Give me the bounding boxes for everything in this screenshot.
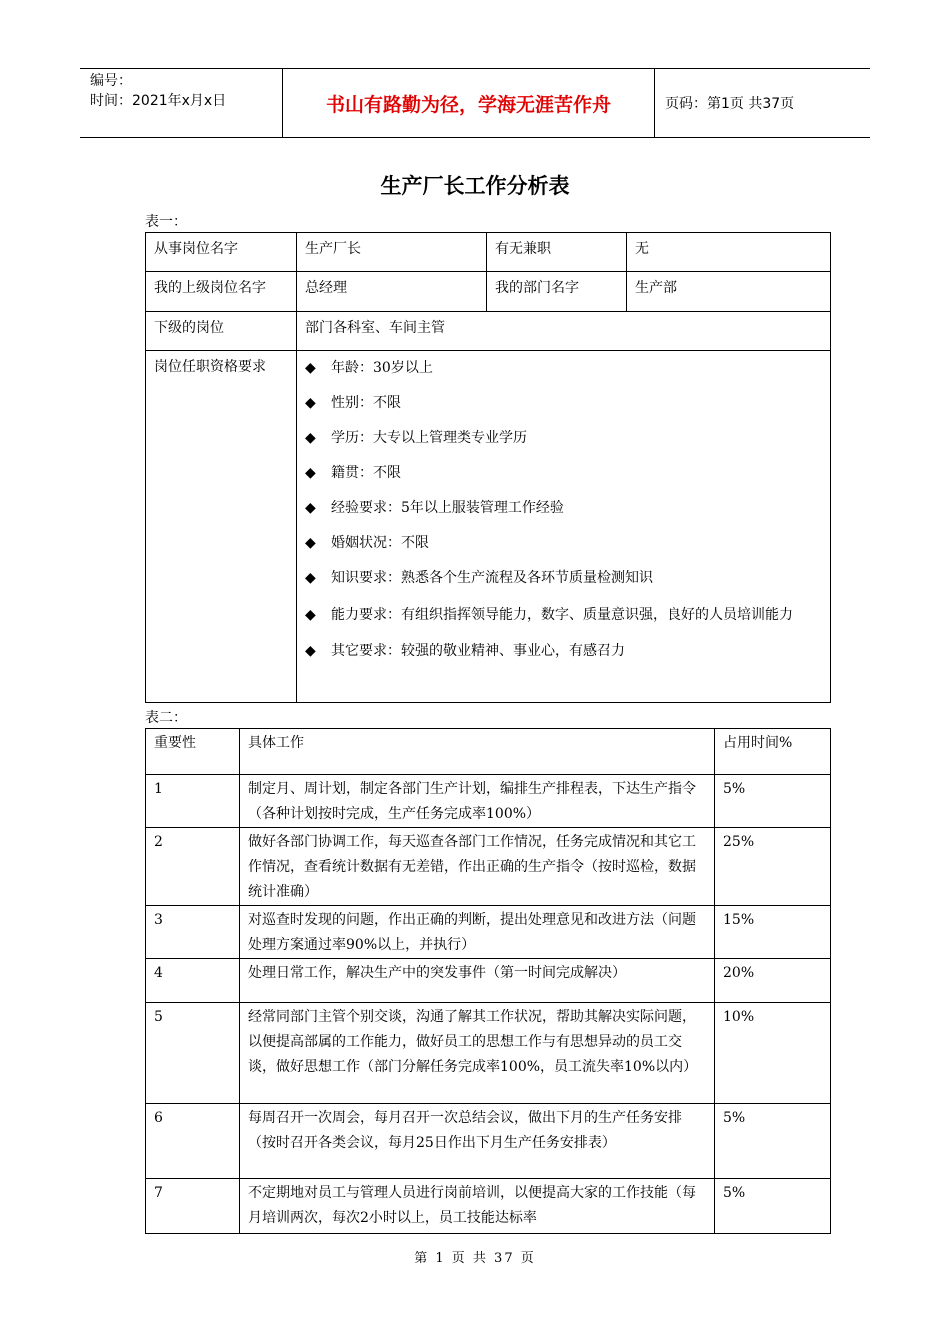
qualification-item: ◆ 知识要求：熟悉各个生产流程及各环节质量检测知识 xyxy=(297,561,830,596)
table-row xyxy=(146,959,831,1003)
subordinate-value: 部门各科室、车间主管 xyxy=(297,312,831,351)
qualification-item: ◆ 籍贯：不限 xyxy=(297,456,830,491)
rank-cell: 4 xyxy=(146,959,240,1003)
qualification-item: ◆ 年龄：30岁以上 xyxy=(297,351,830,386)
diamond-bullet-icon: ◆ xyxy=(305,360,316,376)
rank-cell: 3 xyxy=(146,906,240,959)
header-importance: 重要性 xyxy=(146,729,240,775)
dept-label: 我的部门名字 xyxy=(487,272,627,312)
date-label: 时间：2021年x月x日 xyxy=(90,93,227,109)
time-cell: 5% xyxy=(715,1104,831,1179)
superior-value: 总经理 xyxy=(297,272,487,312)
qualification-item: ◆ 经验要求：5年以上服装管理工作经验 xyxy=(297,491,830,526)
header-time: 占用时间% xyxy=(715,729,831,775)
table-row xyxy=(146,1179,831,1234)
subordinate-label: 下级的岗位 xyxy=(146,312,297,351)
table-row xyxy=(146,1104,831,1179)
time-cell: 20% xyxy=(715,959,831,1003)
qualification-item: ◆ 其它要求：较强的敬业精神、事业心，有感召力 xyxy=(297,634,830,669)
work-cell: 对巡查时发现的问题，作出正确的判断，提出处理意见和改进方法（问题处理方案通过率90%以上，并执行） xyxy=(240,906,715,959)
superior-label: 我的上级岗位名字 xyxy=(146,272,297,312)
qual-label: 岗位任职资格要求 xyxy=(146,351,297,703)
post-label: 从事岗位名字 xyxy=(146,233,297,272)
time-cell: 10% xyxy=(715,1003,831,1104)
rank-cell: 2 xyxy=(146,828,240,906)
diamond-bullet-icon: ◆ xyxy=(305,607,316,623)
time-cell: 5% xyxy=(715,1179,831,1234)
time-cell: 15% xyxy=(715,906,831,959)
header-meta xyxy=(80,69,282,137)
post-value: 生产厂长 xyxy=(297,233,487,272)
work-cell: 处理日常工作，解决生产中的突发事件（第一时间完成解决） xyxy=(240,959,715,1003)
qualification-list xyxy=(297,351,830,669)
work-cell: 每周召开一次周会，每月召开一次总结会议，做出下月的生产任务安排（按时召开各类会议，每月25日作出下月生产任务安排表） xyxy=(240,1104,715,1179)
time-cell: 25% xyxy=(715,828,831,906)
work-cell: 不定期地对员工与管理人员进行岗前培训，以便提高大家的工作技能（每月培训两次，每次2小时以上，员工技能达标率 xyxy=(240,1179,715,1234)
table-row xyxy=(146,1003,831,1104)
duties-table xyxy=(145,728,831,1234)
work-cell: 经常同部门主管个别交谈，沟通了解其工作状况，帮助其解决实际问题，以便提高部属的工作能力，做好员工的思想工作与有思想异动的员工交谈，做好思想工作（部门分解任务完成率100%，员工流失率10%以内） xyxy=(240,1003,715,1104)
qualification-item: ◆ 婚姻状况：不限 xyxy=(297,526,830,561)
time-cell: 5% xyxy=(715,775,831,828)
page-title: 生产厂长工作分析表 xyxy=(380,174,570,198)
diamond-bullet-icon: ◆ xyxy=(305,465,316,481)
header-page-info: 页码：第1页 共37页 xyxy=(665,96,795,112)
table-row xyxy=(146,828,831,906)
qualification-item: ◆ 学历：大专以上管理类专业学历 xyxy=(297,421,830,456)
diamond-bullet-icon: ◆ xyxy=(305,395,316,411)
document-header xyxy=(80,68,870,138)
diamond-bullet-icon: ◆ xyxy=(305,570,316,586)
rank-cell: 1 xyxy=(146,775,240,828)
qualification-item: ◆ 性别：不限 xyxy=(297,386,830,421)
qualification-item: ◆ 能力要求：有组织指挥领导能力，数字、质量意识强，良好的人员培训能力 xyxy=(297,596,830,634)
rank-cell: 7 xyxy=(146,1179,240,1234)
header-motto: 书山有路勤为径，学海无涯苦作舟 xyxy=(282,69,655,137)
page-footer: 第 1 页 共 37 页 xyxy=(414,1251,536,1266)
diamond-bullet-icon: ◆ xyxy=(305,535,316,551)
table-row xyxy=(146,906,831,959)
diamond-bullet-icon: ◆ xyxy=(305,430,316,446)
job-info-table xyxy=(145,232,831,703)
qual-cell xyxy=(297,351,831,703)
rank-cell: 5 xyxy=(146,1003,240,1104)
diamond-bullet-icon: ◆ xyxy=(305,643,316,659)
dept-value: 生产部 xyxy=(627,272,831,312)
number-label: 编号： xyxy=(90,73,132,89)
table2-caption: 表二： xyxy=(145,710,187,726)
concurrent-value: 无 xyxy=(627,233,831,272)
work-cell: 制定月、周计划，制定各部门生产计划，编排生产排程表，下达生产指令（各种计划按时完成，生产任务完成率100%） xyxy=(240,775,715,828)
diamond-bullet-icon: ◆ xyxy=(305,500,316,516)
work-cell: 做好各部门协调工作，每天巡查各部门工作情况，任务完成情况和其它工作情况，查看统计数据有无差错，作出正确的生产指令（按时巡检，数据统计准确） xyxy=(240,828,715,906)
header-work: 具体工作 xyxy=(240,729,715,775)
concurrent-label: 有无兼职 xyxy=(487,233,627,272)
table1-caption: 表一： xyxy=(145,214,187,230)
table-row xyxy=(146,775,831,828)
rank-cell: 6 xyxy=(146,1104,240,1179)
